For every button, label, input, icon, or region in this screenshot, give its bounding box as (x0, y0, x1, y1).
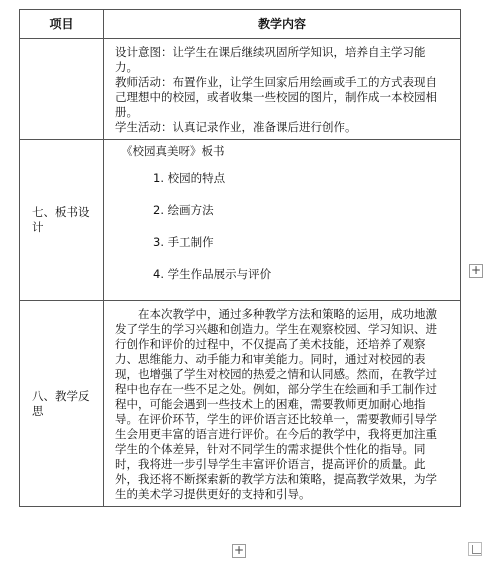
table-resize-handle[interactable] (468, 542, 482, 556)
add-row-button[interactable] (232, 544, 246, 558)
board-item: 3. 手工制作 (153, 235, 214, 249)
table-row-reflection (20, 301, 461, 507)
homework-content[interactable] (104, 39, 461, 140)
homework-student-activity: 学生活动：认真记录作业，准备课后进行创作。 (115, 120, 357, 134)
homework-intent: 设计意图：让学生在课后继续巩固所学知识，培养自主学习能力。 (115, 45, 426, 74)
header-content: 教学内容 (104, 10, 461, 39)
plus-icon: + (233, 543, 245, 557)
board-item: 1. 校园的特点 (153, 171, 226, 185)
table-header-row (20, 10, 461, 39)
plus-icon: + (470, 263, 482, 277)
board-title: 《校园真美呀》板书 (121, 144, 225, 158)
lesson-plan-table (19, 9, 461, 507)
reflection-label: 八、教学反思 (20, 301, 104, 507)
board-item: 4. 学生作品展示与评价 (153, 267, 272, 281)
resize-corner-icon (472, 545, 481, 554)
homework-teacher-activity: 教师活动：布置作业，让学生回家后用绘画或手工的方式表现自己理想中的校园，或者收集一些校园的图片，制作成一本校园相册。 (115, 75, 437, 119)
add-column-button[interactable] (469, 264, 483, 278)
reflection-content[interactable] (104, 301, 461, 507)
table-row-homework (20, 39, 461, 140)
homework-label (20, 39, 104, 140)
board-label: 七、板书设计 (20, 140, 104, 301)
board-content[interactable] (104, 140, 461, 301)
board-list (115, 171, 448, 282)
table-row-board (20, 140, 461, 301)
board-item: 2. 绘画方法 (153, 203, 214, 217)
reflection-text: 在本次教学中，通过多种教学方法和策略的运用，成功地激发了学生的学习兴趣和创造力。学生在观察校园、学习知识、进行创作和评价的过程中，不仅提高了美术技能，还培养了观察力、思维能力、动手能力和审美能力。同时，通过对校园的表现，也增强了学生对校园的热爱之情和认同感。然而，在教学过程中也存在一些不足之处。例如，部分学生在绘画和手工制作过程中，可能会遇到一些技术上的困难，需要教师更加耐心地指导。在评价环节，学生的评价语言还比较单一，需要教师引导学生会用更丰富的语言进行评价。在今后的教学中，我将更加注重学生的个体差异，针对不同学生的需求提供个性化的指导。同时，我将进一步引导学生丰富评价语言，提高评价的质量。此外，我还将不断探索新的教学方法和策略，提高教学效果，为学生的美术学习提供更好的支持和引导。 (115, 307, 437, 501)
header-project: 项目 (20, 10, 104, 39)
